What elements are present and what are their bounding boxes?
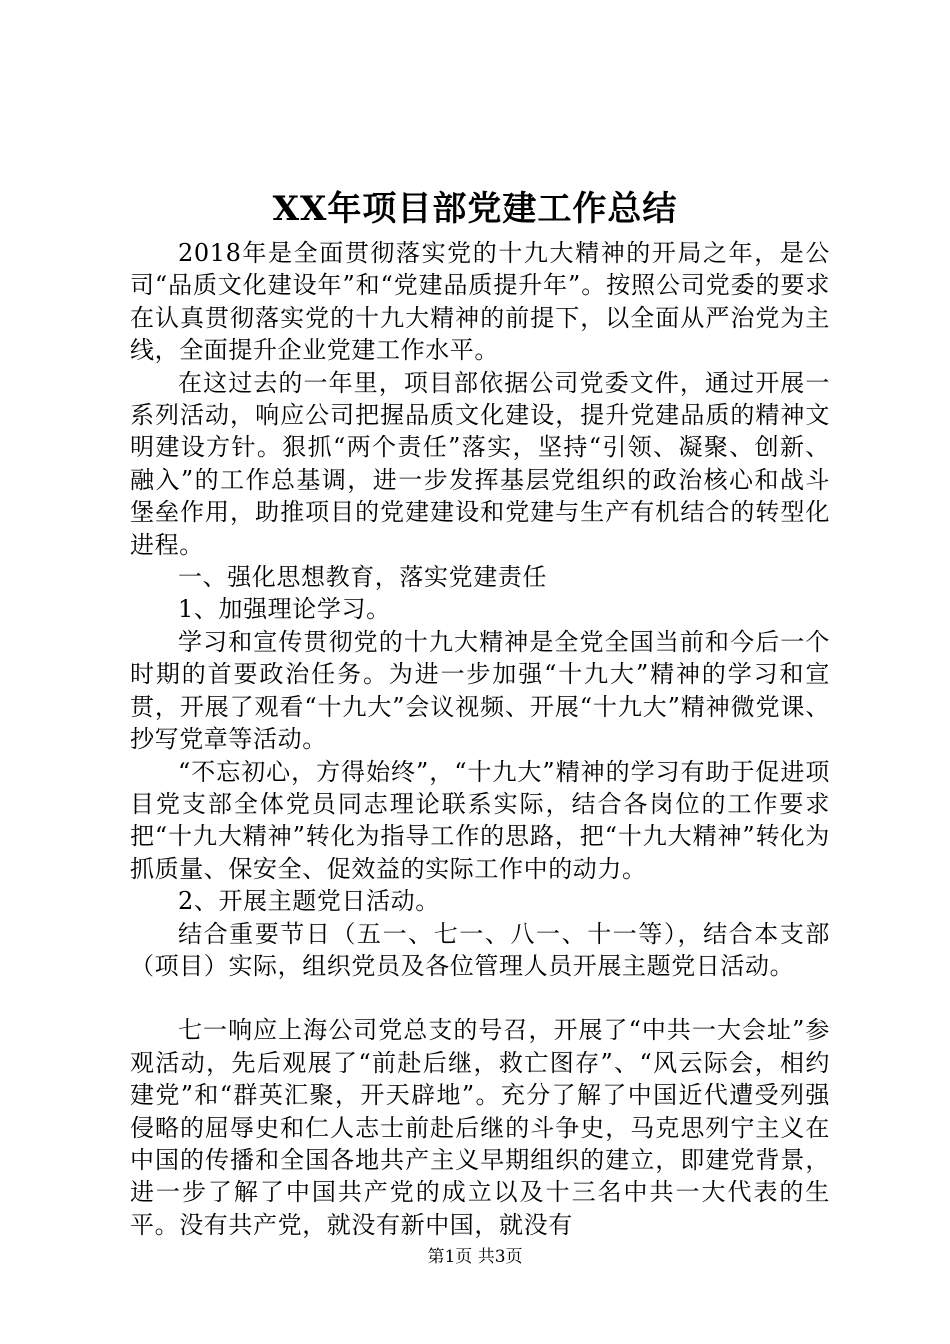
paragraph: 在这过去的一年里，项目部依据公司党委文件，通过开展一系列活动，响应公司把握品质文化建设，提升党建品质的精神文明建设方针。狠抓“两个责任”落实，坚持“引领、凝聚、创新、融入”的工作总基调，进一步发挥基层党组织的政治核心和战斗堡垒作用，助推项目的党建建设和党建与生产有机结合的转型化进程。 [130, 368, 830, 559]
document-body [130, 237, 830, 1241]
paragraph: 结合重要节日（五一、七一、八一、十一等），结合本支部（项目）实际，组织党员及各位管理人员开展主题党日活动。 [130, 919, 830, 980]
paragraph: “不忘初心，方得始终”，“十九大”精神的学习有助于促进项目党支部全体党员同志理论联系实际，结合各岗位的工作要求把“十九大精神”转化为指导工作的思路，把“十九大精神”转化为抓质量、保安全、促效益的实际工作中的动力。 [130, 757, 830, 883]
paragraph: 七一响应上海公司党总支的号召，开展了“中共一大会址”参观活动，先后观展了“前赴后继，救亡图存”、“风云际会，相约建党”和“群英汇聚，开天辟地”。充分了解了中国近代遭受列强侵略的屈辱史和仁人志士前赴后继的斗争史，马克思列宁主义在中国的传播和全国各地共产主义早期组织的建立，即建党背景，进一步了解了中国共产党的成立以及十三名中共一大代表的生平。没有共产党，就没有新中国，就没有 [130, 1016, 830, 1239]
subsection-heading: 2、开展主题党日活动。 [178, 887, 440, 916]
section-heading: 一、强化思想教育，落实党建责任 [178, 563, 547, 592]
document-title: XX年项目部党建工作总结 [272, 189, 678, 229]
page-footer: 第1页 共3页 [427, 1247, 523, 1267]
subsection-heading: 1、加强理论学习。 [178, 595, 391, 624]
paragraph: 学习和宣传贯彻党的十九大精神是全党全国当前和今后一个时期的首要政治任务。为进一步加强“十九大”精神的学习和宣贯，开展了观看“十九大”会议视频、开展“十九大”精神微党课、抄写党章等活动。 [130, 627, 830, 754]
paragraph: 2018年是全面贯彻落实党的十九大精神的开局之年，是公司“品质文化建设年”和“党建品质提升年”。按照公司党委的要求在认真贯彻落实党的十九大精神的前提下，以全面从严治党为主线，全面提升企业党建工作水平。 [130, 239, 830, 365]
